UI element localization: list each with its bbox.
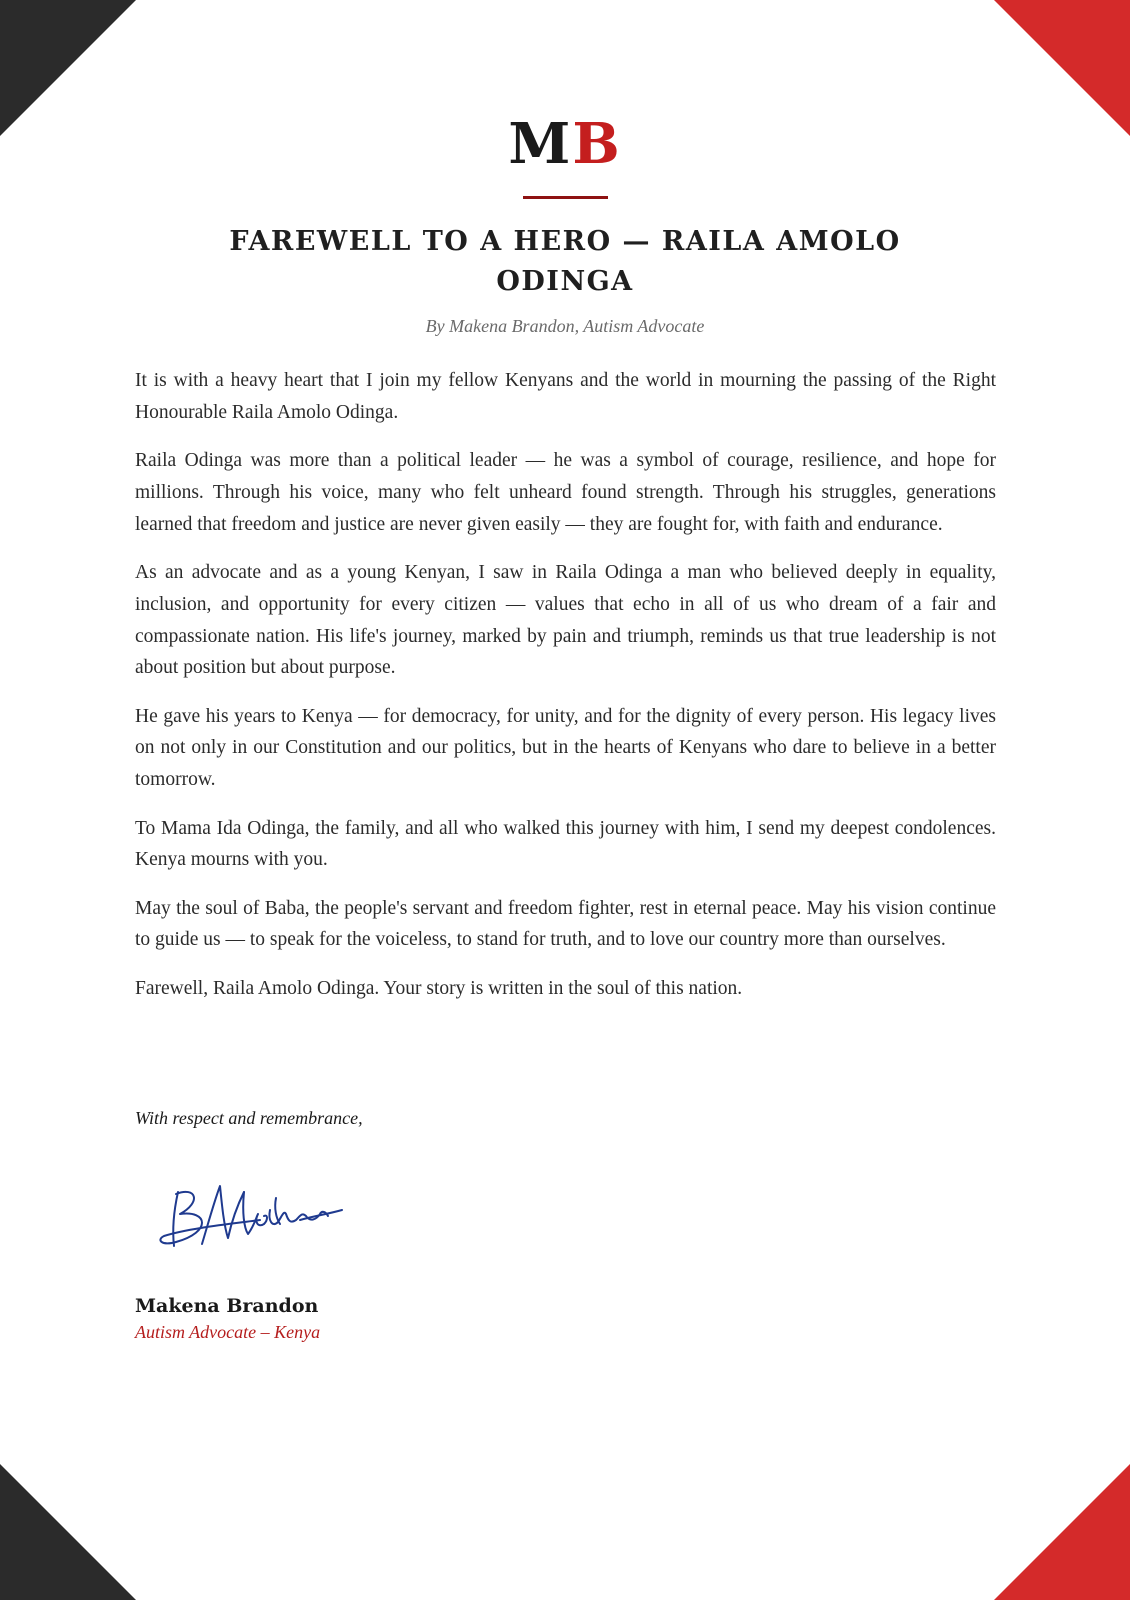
paragraph: Raila Odinga was more than a political leader — he was a symbol of courage, resilience, and hope for millions. Through his voice, many who felt unheard found strength. Through his struggles, generations learned that freedom and justice are never given easily — they are fought for, with faith and endurance. [135,450,996,535]
signatory-role: Autism Advocate – Kenya [135,1322,321,1342]
letter-body [135,365,996,1021]
closing-line: With respect and remembrance, [135,1108,363,1128]
byline: By Makena Brandon, Autism Advocate [425,316,705,336]
page-title: FAREWELL TO A HERO — RAILA AMOLO ODINGA [229,226,901,297]
monogram-logo [0,112,1130,176]
monogram-letter-b: B [572,111,622,177]
paragraph: Farewell, Raila Amolo Odinga. Your story is written in the soul of this nation. [135,977,743,999]
paragraph: To Mama Ida Odinga, the family, and all who walked this journey with him, I send my deepest condolences. Kenya mourns with you. [135,817,996,871]
monogram-letter-m: M [508,111,573,177]
paragraph: He gave his years to Kenya — for democracy, for unity, and for the dignity of every person. His legacy lives on not only in our Constitution and our politics, but in the hearts of Kenyans who dare to believe in a better tomorrow. [135,705,996,791]
corner-decoration-bottom-left [0,1464,136,1600]
paragraph: May the soul of Baba, the people's servant and freedom fighter, rest in eternal peace. May his vision continue to guide us — to speak for the voiceless, to stand for truth, and to love our country more than ourselves. [135,897,996,951]
corner-decoration-bottom-right [994,1464,1130,1600]
paragraph: As an advocate and as a young Kenyan, I saw in Raila Odinga a man who believed deeply in equality, inclusion, and opportunity for every citizen — values that echo in all of us who dream of a fair and compassionate nation. His life's journey, marked by pain and triumph, reminds us that true leadership is not about position but about purpose. [135,561,996,679]
paragraph: It is with a heavy heart that I join my fellow Kenyans and the world in mourning the passing of the Right Honourable Raila Amolo Odinga. [135,370,996,423]
signatory-name: Makena Brandon [135,1295,319,1317]
title-divider [523,196,608,199]
handwritten-signature [150,1180,350,1260]
